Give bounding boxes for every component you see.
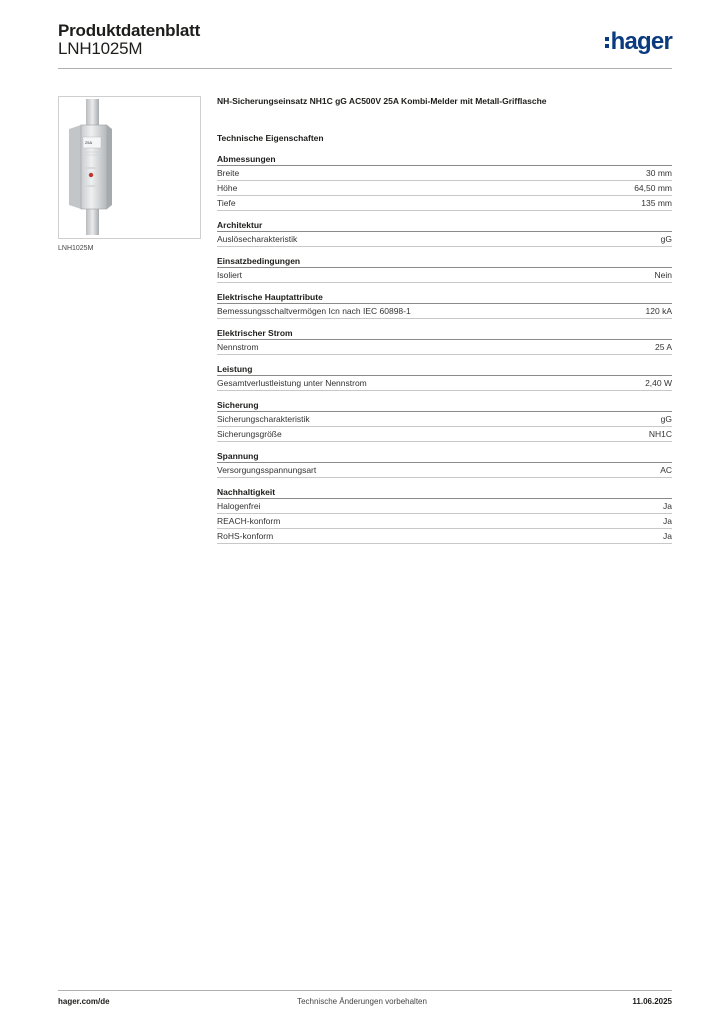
footer-website[interactable]: hager.com/de (58, 997, 110, 1006)
spec-row (217, 166, 672, 181)
spec-row (217, 181, 672, 196)
spec-value: gG (660, 234, 672, 244)
spec-value: 2,40 W (645, 378, 672, 388)
spec-group-title: Spannung (217, 451, 672, 463)
spec-content (217, 96, 672, 553)
product-image (58, 96, 201, 239)
header-divider (58, 68, 672, 69)
spec-value: Ja (663, 531, 672, 541)
brand-name: hager (610, 28, 672, 55)
footer-notice: Technische Änderungen vorbehalten (297, 997, 427, 1006)
spec-label: Auslösecharakteristik (217, 234, 298, 244)
spec-label: Nennstrom (217, 342, 259, 352)
spec-group-title: Sicherung (217, 400, 672, 412)
section-heading: Technische Eigenschaften (217, 133, 324, 143)
spec-row (217, 514, 672, 529)
spec-label: Sicherungsgröße (217, 429, 282, 439)
spec-row (217, 427, 672, 442)
footer-divider (58, 990, 672, 991)
spec-row (217, 412, 672, 427)
spec-group (217, 487, 672, 544)
spec-value: 135 mm (641, 198, 672, 208)
product-code: LNH1025M (58, 39, 143, 58)
spec-row (217, 463, 672, 478)
spec-value: AC (660, 465, 672, 475)
spec-row (217, 340, 672, 355)
spec-group (217, 400, 672, 442)
spec-group (217, 256, 672, 283)
spec-value: 64,50 mm (634, 183, 672, 193)
spec-row (217, 304, 672, 319)
spec-group (217, 328, 672, 355)
spec-value: 120 kA (645, 306, 672, 316)
page-title: Produktdatenblatt (58, 21, 201, 40)
spec-group (217, 292, 672, 319)
spec-label: Halogenfrei (217, 501, 261, 511)
brand-logo (605, 28, 672, 56)
spec-label: Versorgungsspannungsart (217, 465, 317, 475)
spec-group-title: Nachhaltigkeit (217, 487, 672, 499)
spec-group-title: Einsatzbedingungen (217, 256, 672, 268)
spec-value: Ja (663, 516, 672, 526)
spec-value: 25 A (654, 342, 672, 352)
spec-label: Sicherungscharakteristik (217, 414, 310, 424)
spec-group-title: Architektur (217, 220, 672, 232)
spec-row (217, 499, 672, 514)
spec-value: 30 mm (646, 168, 672, 178)
spec-row (217, 268, 672, 283)
spec-value: Nein (654, 270, 672, 280)
spec-value: Ja (663, 501, 672, 511)
spec-row (217, 232, 672, 247)
spec-value: gG (660, 414, 672, 424)
spec-group-title: Elektrischer Strom (217, 328, 672, 340)
logo-dots-icon (605, 37, 609, 48)
spec-group (217, 451, 672, 478)
spec-label: Breite (217, 168, 240, 178)
fuse-illustration (59, 97, 200, 238)
spec-label: RoHS-konform (217, 531, 274, 541)
image-caption: LNH1025M (58, 245, 94, 252)
spec-label: Bemessungsschaltvermögen Icn nach IEC 60898-1 (217, 306, 411, 316)
fuse-rating-label: 25A (85, 140, 93, 145)
spec-group (217, 220, 672, 247)
footer-date: 11.06.2025 (632, 997, 672, 1006)
spec-label: REACH-konform (217, 516, 281, 526)
spec-group (217, 364, 672, 391)
spec-row (217, 196, 672, 211)
indicator-dot-icon (89, 173, 93, 177)
spec-group-title: Abmessungen (217, 154, 672, 166)
spec-label: Tiefe (217, 198, 236, 208)
spec-row (217, 376, 672, 391)
spec-label: Höhe (217, 183, 238, 193)
spec-row (217, 529, 672, 544)
spec-group (217, 154, 672, 211)
spec-value: NH1C (648, 429, 672, 439)
product-description: NH-Sicherungseinsatz NH1C gG AC500V 25A Kombi-Melder mit Metall-Grifflasche (217, 96, 547, 106)
spec-group-title: Leistung (217, 364, 672, 376)
spec-label: Gesamtverlustleistung unter Nennstrom (217, 378, 367, 388)
spec-label: Isoliert (217, 270, 243, 280)
spec-group-title: Elektrische Hauptattribute (217, 292, 672, 304)
